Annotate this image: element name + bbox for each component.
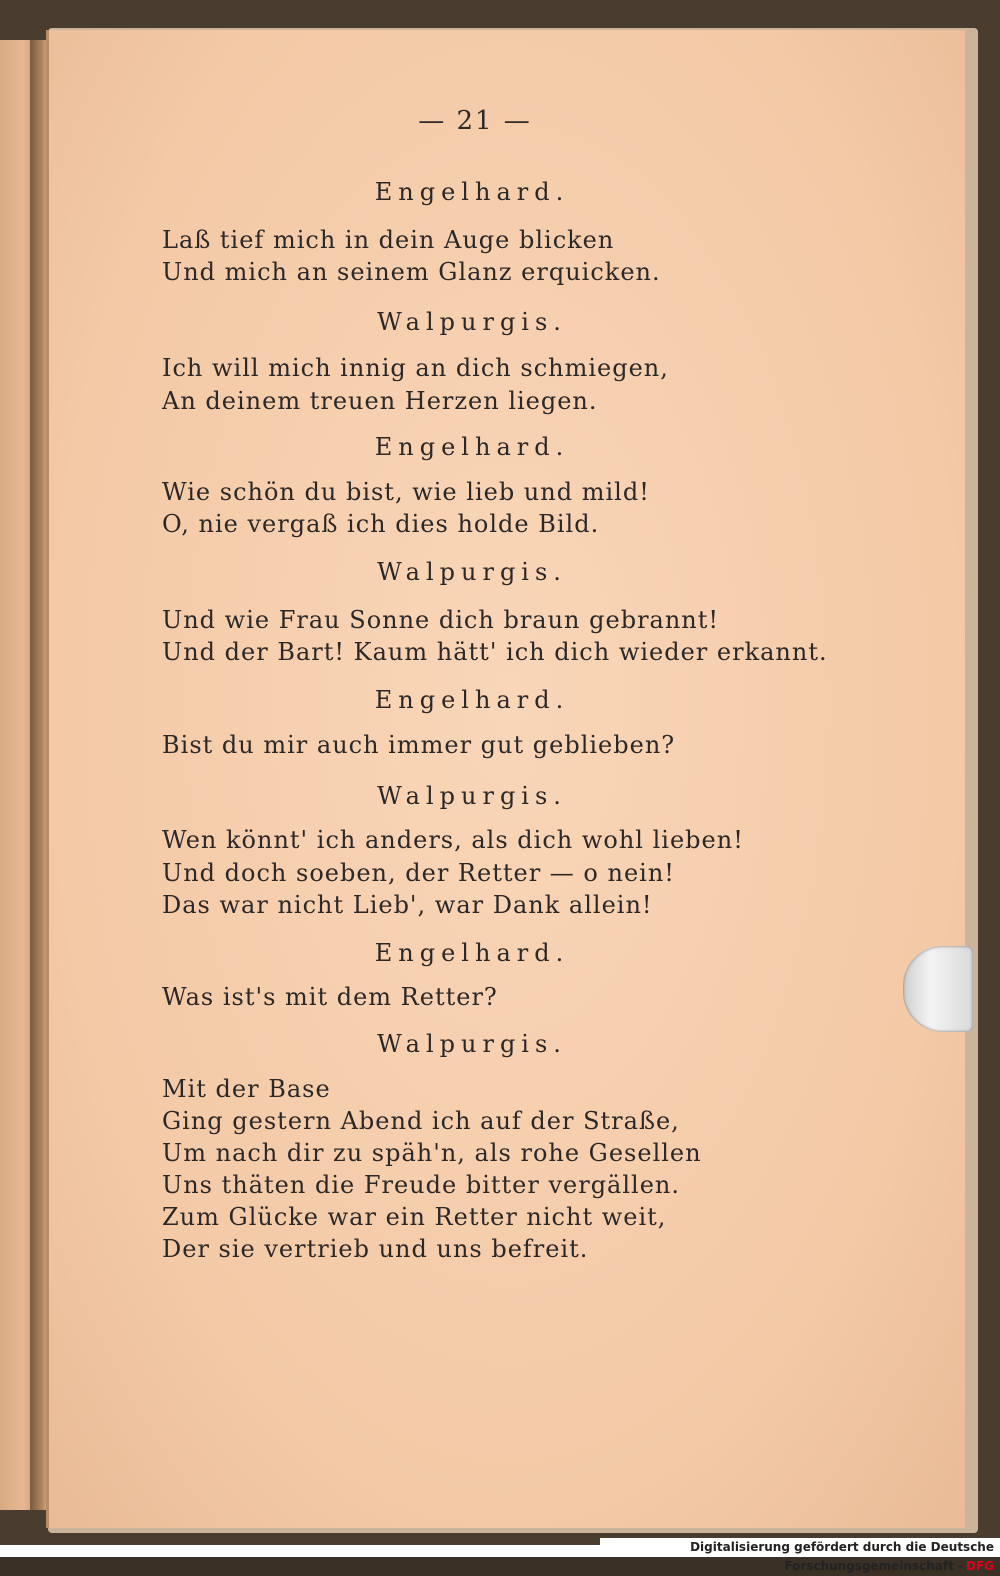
- dfg-logo: DFG: [965, 1559, 994, 1573]
- speaker-heading: Engelhard.: [374, 686, 570, 714]
- verse-line: An deinem treuen Herzen liegen.: [162, 387, 598, 415]
- verse-line: Ich will mich innig an dich schmiegen,: [162, 354, 669, 382]
- speaker-heading: Engelhard.: [374, 178, 570, 206]
- speaker-heading: Walpurgis.: [377, 558, 567, 586]
- footer-strip: [0, 1545, 600, 1557]
- digitization-credit: [600, 1538, 1000, 1573]
- verse-line: O, nie vergaß ich dies holde Bild.: [162, 510, 600, 538]
- page-number: — 21 —: [418, 106, 532, 136]
- verse-line: Der sie vertrieb und uns befreit.: [162, 1235, 589, 1263]
- verse-line: Und doch soeben, der Retter — o nein!: [162, 859, 675, 887]
- verse-line: Das war nicht Lieb', war Dank allein!: [162, 891, 653, 919]
- verse-line: Ging gestern Abend ich auf der Straße,: [162, 1107, 680, 1135]
- verse-line: Um nach dir zu späh'n, als rohe Gesellen: [162, 1139, 702, 1167]
- verse-line: Wen könnt' ich anders, als dich wohl lieben!: [162, 826, 744, 854]
- speaker-heading: Engelhard.: [374, 433, 570, 461]
- verse-line: Und mich an seinem Glanz erquicken.: [162, 258, 661, 286]
- verse-line: Wie schön du bist, wie lieb und mild!: [162, 478, 650, 506]
- speaker-heading: Walpurgis.: [377, 1030, 567, 1058]
- page-clip: [903, 946, 973, 1032]
- verse-line: Und wie Frau Sonne dich braun gebrannt!: [162, 606, 720, 634]
- verse-line: Bist du mir auch immer gut geblieben?: [162, 731, 676, 759]
- verse-line: Mit der Base: [162, 1075, 331, 1103]
- verse-line: Uns thäten die Freude bitter vergällen.: [162, 1171, 681, 1199]
- book-page: [46, 30, 965, 1528]
- speaker-heading: Engelhard.: [374, 939, 570, 967]
- speaker-heading: Walpurgis.: [377, 782, 567, 810]
- speaker-heading: Walpurgis.: [377, 308, 567, 336]
- credit-text: Digitalisierung gefördert durch die Deutsche Forschungsgemeinschaft -: [690, 1540, 994, 1573]
- verse-line: Zum Glücke war ein Retter nicht weit,: [162, 1203, 667, 1231]
- verse-line: Was ist's mit dem Retter?: [162, 983, 498, 1011]
- verse-line: Und der Bart! Kaum hätt' ich dich wieder erkannt.: [162, 638, 828, 666]
- verse-line: Laß tief mich in dein Auge blicken: [162, 226, 615, 254]
